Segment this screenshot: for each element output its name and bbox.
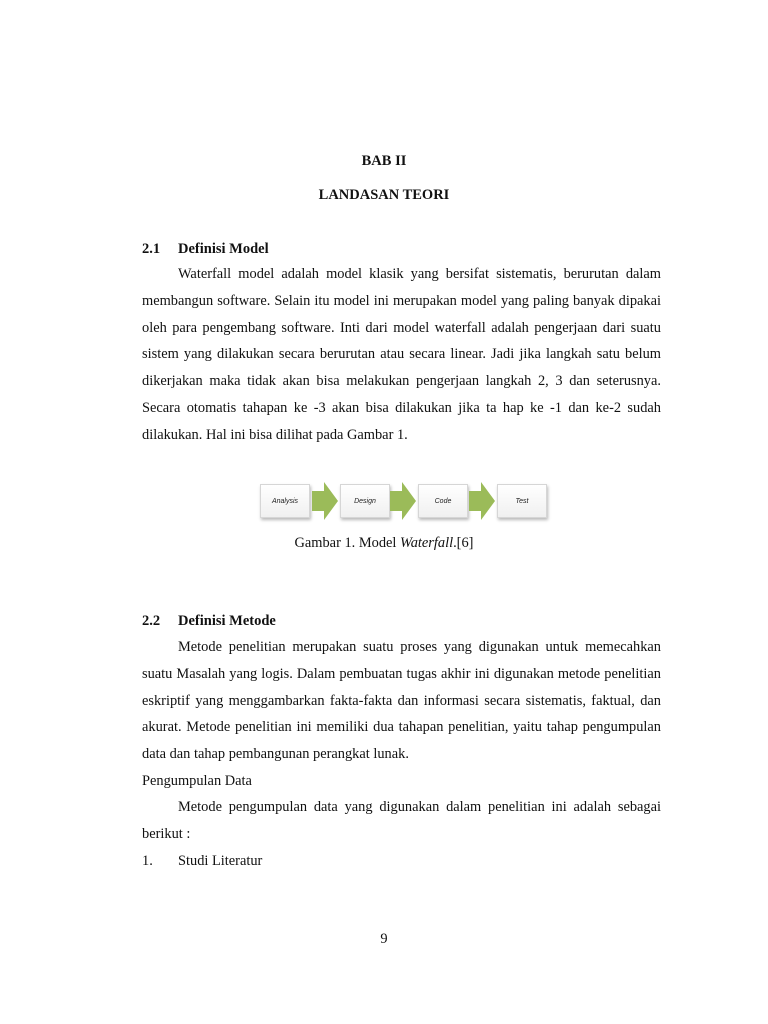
section-number: 2.2 xyxy=(142,613,161,629)
section-paragraph-2-2-b: Metode pengumpulan data yang digunakan dalam penelitian ini adalah sebagai berikut : xyxy=(142,799,661,842)
arrow-right-icon xyxy=(312,482,338,520)
section-heading-2-1 xyxy=(142,239,269,259)
section-heading-2-2 xyxy=(142,611,276,631)
caption-italic: Waterfall xyxy=(400,535,454,551)
list-number: 1. xyxy=(142,853,153,869)
section-paragraph-2-1: Waterfall model adalah model klasik yang bersifat sistematis, berurutan dalam membangun software. Selain itu model ini merupakan model yang paling banyak dipakai oleh para pengembang software. Inti dari model waterfall adalah pengerjaan dari suatu sistem yang dilakukan secara berurutan atau secara linear. Jadi jika langkah satu belum dikerjakan maka tidak akan bisa melakukan pengerjaan langkah 2, 3 dan seterusnya. Secara otomatis tahapan ke -3 akan bisa dilakukan jika ta hap ke -1 dan ke-2 sudah dilakukan. Hal ini bisa dilihat pada Gambar 1. xyxy=(142,266,661,443)
arrow-shape xyxy=(312,482,338,520)
caption-prefix: Gambar 1. Model xyxy=(294,535,401,551)
stage-box-test: Test xyxy=(497,484,547,518)
figure-caption xyxy=(0,533,768,553)
stage-box-design: Design xyxy=(340,484,390,518)
chapter-label: BAB II xyxy=(361,153,407,169)
list-item xyxy=(142,851,262,871)
waterfall-diagram xyxy=(258,480,550,524)
caption-suffix: .[6] xyxy=(453,535,474,551)
arrow-shape xyxy=(390,482,416,520)
section-title: Definisi Model xyxy=(178,241,269,257)
chapter-title: LANDASAN TEORI xyxy=(318,187,450,203)
arrow-right-icon xyxy=(469,482,495,520)
section-paragraph-2-2: Metode penelitian merupakan suatu proses yang digunakan untuk memecahkan suatu Masalah yang logis. Dalam pembuatan tugas akhir ini digunakan metode penelitian eskriptif yang menggambarkan fakta-fakta dan informasi secara sistematis, faktual, dan akurat. Metode penelitian ini memiliki dua tahapan penelitian, yaitu tahap pengumpulan data dan tahap pembangunan perangkat lunak. xyxy=(142,639,661,763)
page-number: 9 xyxy=(380,931,388,947)
arrow-right-icon xyxy=(390,482,416,520)
stage-box-code: Code xyxy=(418,484,468,518)
stage-box-analysis: Analysis xyxy=(260,484,310,518)
subheading: Pengumpulan Data xyxy=(142,773,252,789)
list-text: Studi Literatur xyxy=(178,853,263,869)
arrow-shape xyxy=(469,482,495,520)
section-number: 2.1 xyxy=(142,241,161,257)
section-title: Definisi Metode xyxy=(178,613,276,629)
